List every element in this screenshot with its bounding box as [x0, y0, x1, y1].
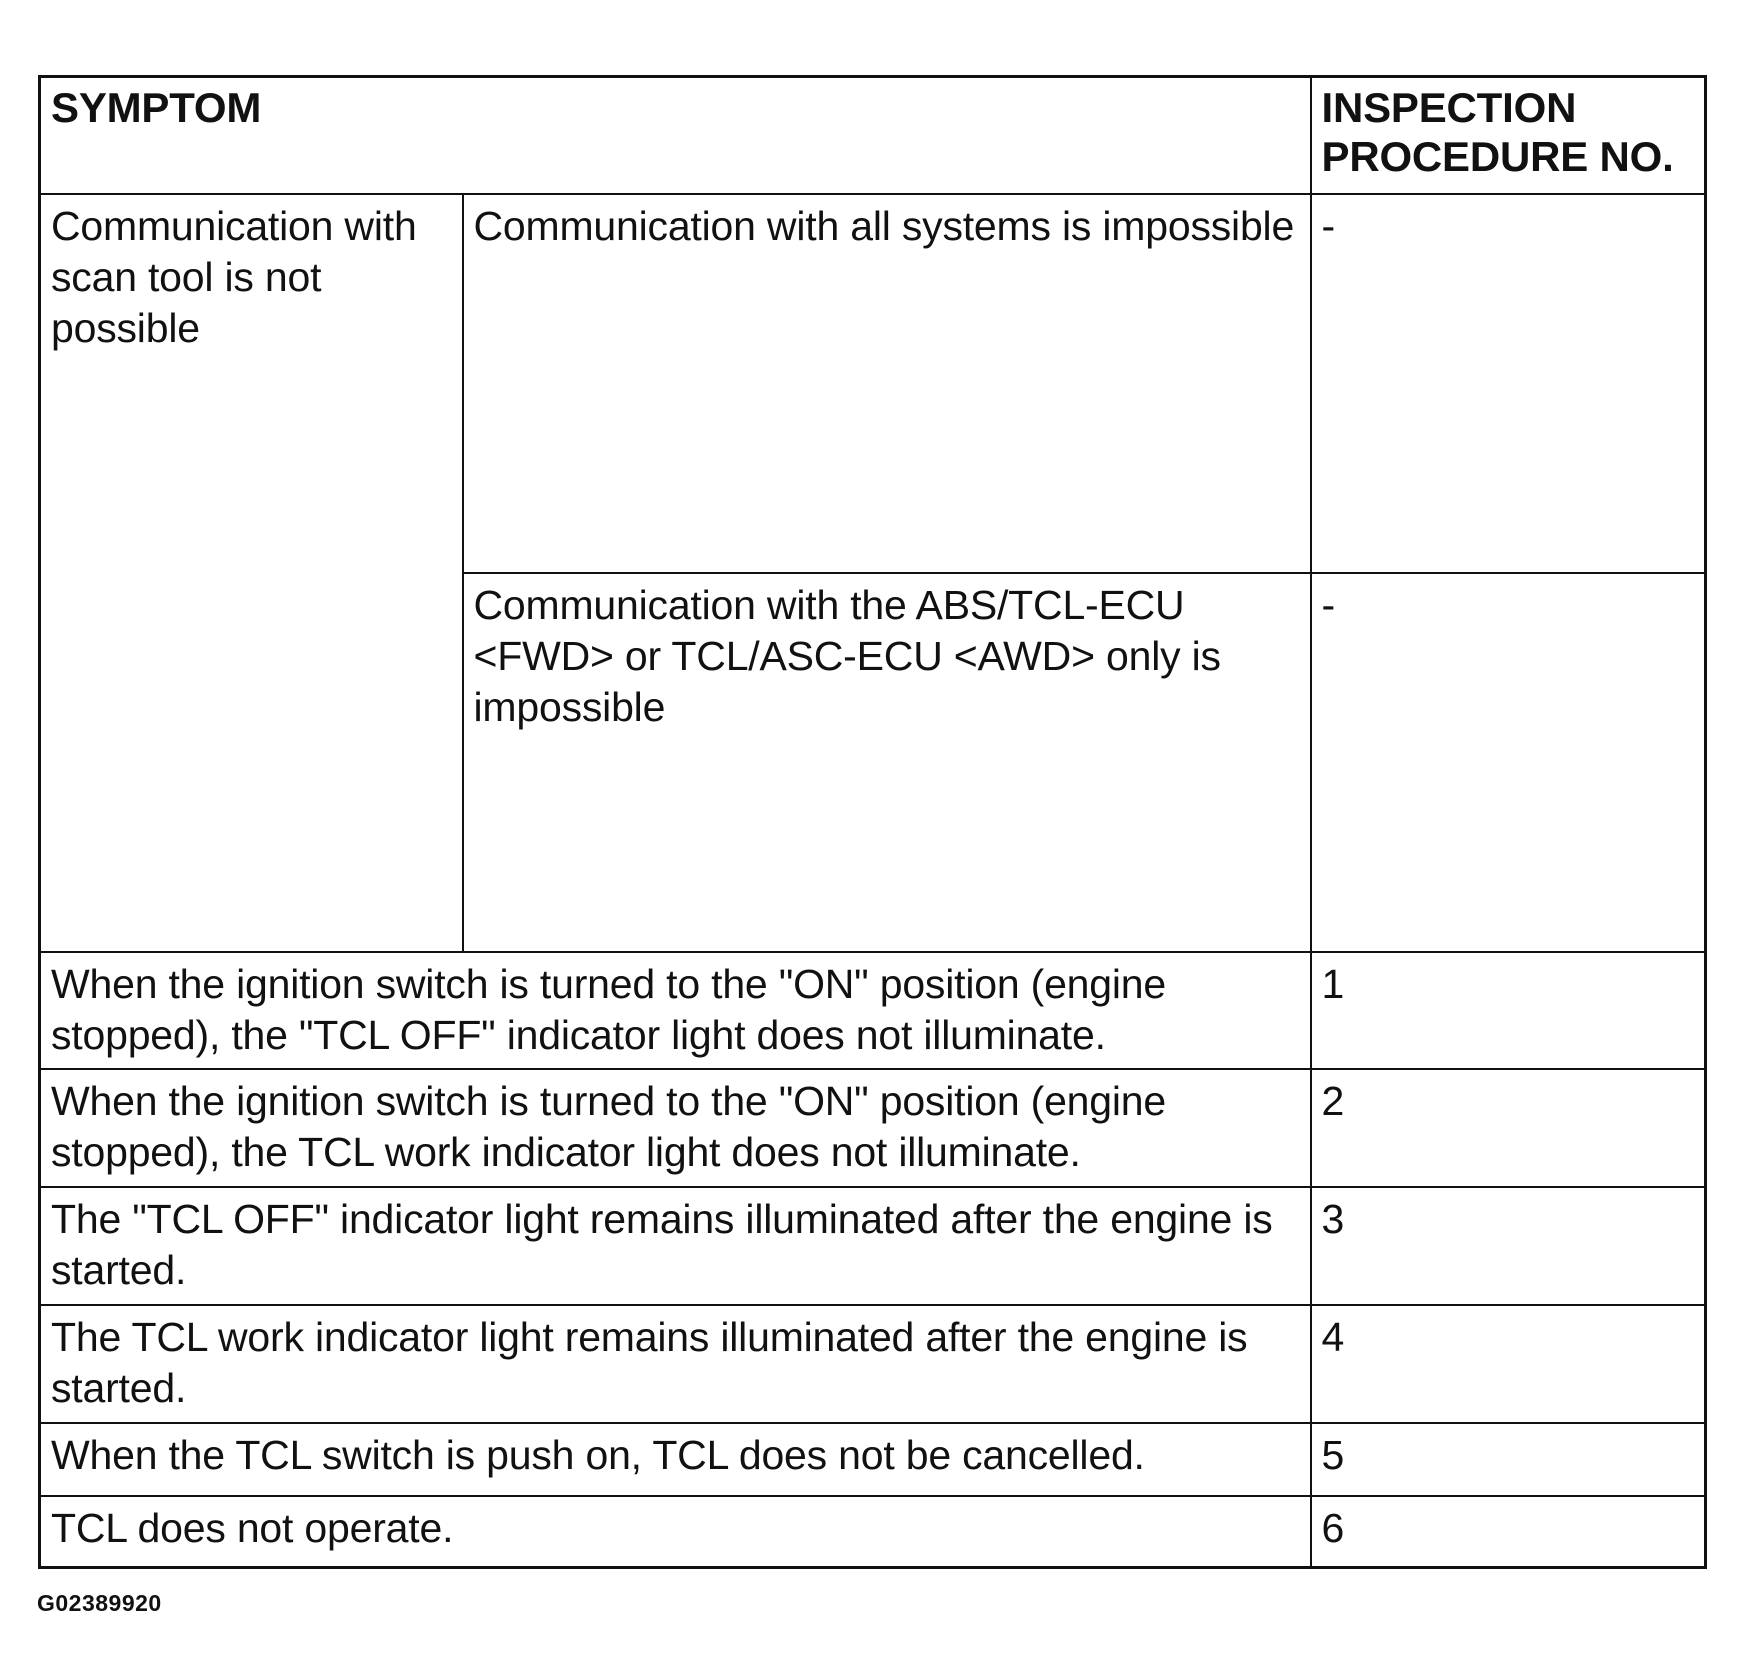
procedure-number-cell: 6 [1311, 1496, 1706, 1568]
table-row [40, 1496, 1706, 1568]
table-row [40, 1305, 1706, 1423]
symptom-header: SYMPTOM [40, 77, 1311, 194]
procedure-number-cell: 5 [1311, 1423, 1706, 1496]
table-row [40, 1069, 1706, 1187]
table-row [40, 1423, 1706, 1496]
procedure-number-cell: - [1311, 194, 1706, 573]
symptom-cell: Communication with the ABS/TCL-ECU <FWD> or TCL/ASC-ECU <AWD> only is impossible [463, 573, 1311, 952]
symptom-cell: The "TCL OFF" indicator light remains illuminated after the engine is started. [40, 1187, 1311, 1305]
table-row [40, 952, 1706, 1069]
header-row [40, 77, 1706, 194]
symptom-cell: When the ignition switch is turned to the "ON" position (engine stopped), the TCL work indicator light does not illuminate. [40, 1069, 1311, 1187]
procedure-number-cell: 1 [1311, 952, 1706, 1069]
inspection-header-line2: PROCEDURE NO. [1321, 133, 1674, 180]
inspection-header-line1: INSPECTION [1321, 84, 1577, 131]
procedure-number-cell: 2 [1311, 1069, 1706, 1187]
procedure-number-cell: 4 [1311, 1305, 1706, 1423]
communication-group-label: Communication with scan tool is not possible [40, 194, 463, 952]
symptom-cell: When the TCL switch is push on, TCL does not be cancelled. [40, 1423, 1311, 1496]
symptom-cell: Communication with all systems is impossible [463, 194, 1311, 573]
symptom-chart-table [38, 75, 1707, 1569]
symptom-cell: The TCL work indicator light remains illuminated after the engine is started. [40, 1305, 1311, 1423]
symptom-cell: TCL does not operate. [40, 1496, 1311, 1568]
symptom-cell: When the ignition switch is turned to the "ON" position (engine stopped), the "TCL OFF" indicator light does not illuminate. [40, 952, 1311, 1069]
table-row [40, 194, 1706, 573]
procedure-number-cell: 3 [1311, 1187, 1706, 1305]
procedure-number-cell: - [1311, 573, 1706, 952]
figure-code: G02389920 [37, 1590, 162, 1616]
inspection-procedure-header [1311, 77, 1706, 194]
table-row [40, 1187, 1706, 1305]
